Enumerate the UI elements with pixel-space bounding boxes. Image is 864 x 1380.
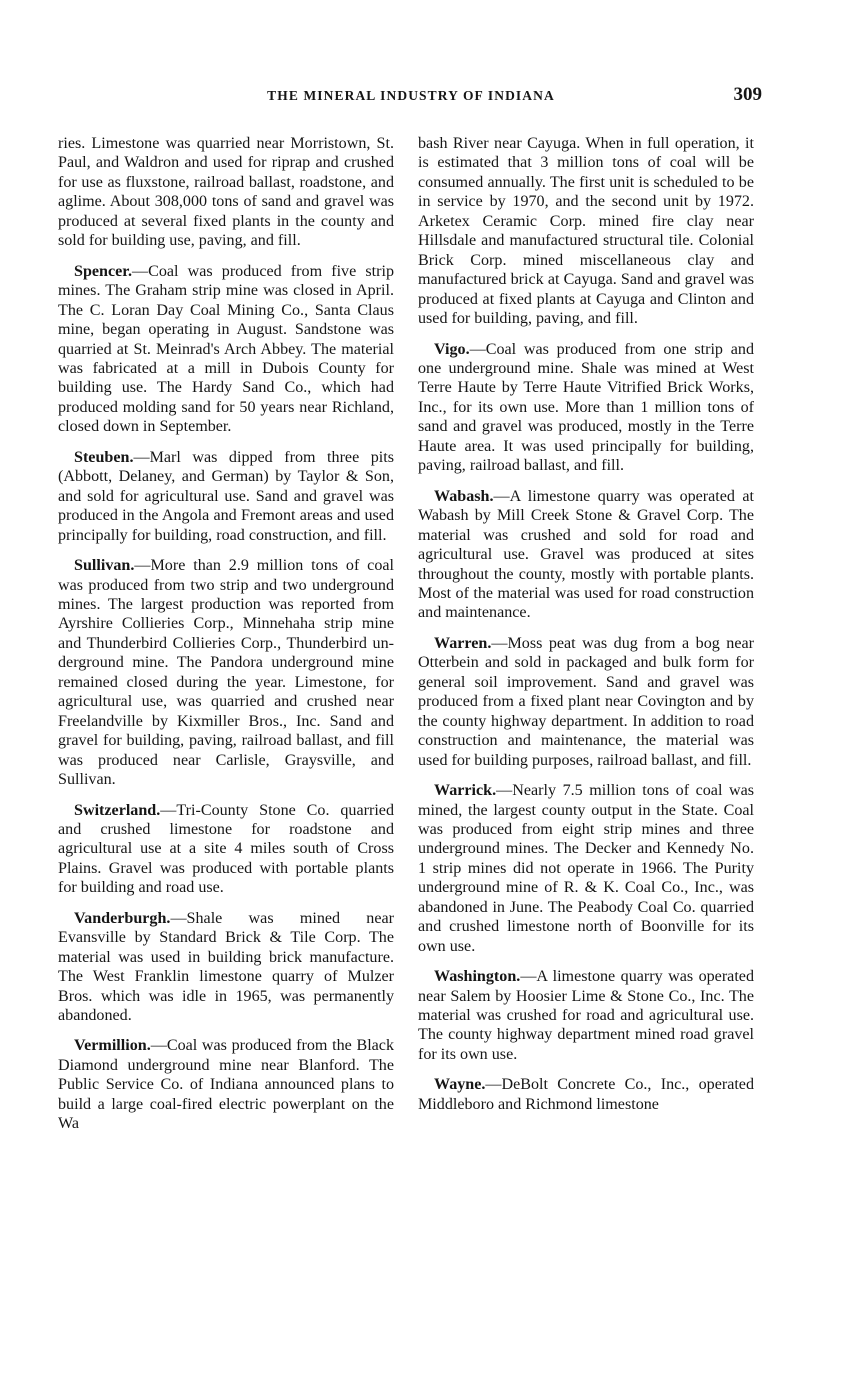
county-heading-spencer: Spencer. [74,262,132,280]
paragraph-text: —DeBolt Concrete Co., Inc., operated Middleboro and Richmond limestone [418,1076,754,1113]
running-title: THE MINERAL INDUSTRY OF INDIANA [267,88,555,103]
county-heading-vermillion: Vermillion. [74,1037,151,1055]
county-heading-warrick: Warrick. [434,782,497,800]
county-heading-vanderburgh: Vanderburgh. [74,909,171,927]
paragraph-text: —Nearly 7.5 million tons of coal was mined, the largest county output in the State. Coal was produced from eight strip mines and three underground mines. The Decker and Kennedy No. 1 strip mines did not operate in 1966. The Purity underground mine of R. & K. Coal Co., Inc., was abandoned in June. The Peabody Coal Co. quarried and crushed limestone north of Boonville for its own use. [418,782,754,955]
paragraph-spencer [58,262,394,437]
county-heading-warren: Warren. [434,634,492,652]
page-header [58,86,764,110]
page-number: 309 [733,84,762,105]
paragraph-continuation-left: ries. Limestone was quarried near Morristown, St. Paul, and Waldron and used for riprap and crushed for use as fluxstone, railroad ballast, roadstone, and aglime. About 308,000 tons of sand and gravel was produced at several fixed plants in the county and sold for building use, paving, and fill. [58,135,394,250]
paragraph-text: —A limestone quarry was operated near Salem by Hoosier Lime & Stone Co., Inc. The material was crushed for road and agricultural use. The county highway department mined road gravel for its own use. [418,968,754,1063]
paragraph-sullivan [58,556,394,789]
paragraph-text: —Shale was mined near Evansville by Standard Brick & Tile Corp. The material was used in building brick manufacture. The West Franklin limestone quarry of Mulzer Bros. which was idle in 1965, was permanently abandoned. [58,909,394,1025]
left-column [58,134,394,1145]
paragraph-text: —Moss peat was dug from a bog near Otterbein and sold in packaged and bulk form for general soil improvement. Sand and gravel was produced from a fixed plant near Covington and by the county highway department. In addition to road construction and maintenance, the material was used for building purposes, railroad ballast, and fill. [418,634,754,769]
paragraph-continuation-right: bash River near Cayuga. When in full operation, it is estimated that 3 million tons of coal will be consumed annually. The first unit is scheduled to be in service by 1970, and the second unit by 1972. Arketex Ceramic Corp. mined fire clay near Hillsdale and manufactured structural tile. Colonial Brick Corp. mined miscellaneous clay and manufactured brick at Cayuga. Sand and gravel was produced at fixed plants at Cayuga and Clinton and used for building, paving, and fill. [418,135,754,328]
paragraph-vanderburgh [58,909,394,1026]
paragraph-text: —Tri-County Stone Co. quarried and crushed limestone for roadstone and agricultural use at a site 4 miles south of Cross Plains. Gravel was produced with portable plants for building and road use. [58,801,394,897]
county-heading-sullivan: Sullivan. [74,557,135,575]
paragraph-text: —Coal was produced from the Black Diamond underground mine near Blanford. The Public Service Co. of Indiana announced plans to build a large coal-fired electric powerplant on the Wa [58,1037,394,1133]
paragraph-washington [418,967,754,1064]
county-heading-washington: Washington. [434,968,521,986]
county-heading-wabash: Wabash. [434,487,494,505]
paragraph-warren [418,634,754,770]
paragraph-text: —More than 2.9 million tons of coal was produced from two strip and two underground mines. The largest production was reported from Ayrshire Collieries Corp., Minnehaha strip mine and Thunderbird Collieries Corp., Thunderbird underground mine. The Pandora underground mine remained closed during the year. Limestone, for agricultural use, was quarried and crushed near Freelandville by Kixmiller Bros., Inc. Sand and gravel for building, paving, railroad ballast, and fill was produced near Carlisle, Graysville, and Sullivan. [58,557,394,789]
county-heading-vigo: Vigo. [434,340,470,358]
paragraph-text: —Coal was produced from one strip and one underground mine. Shale was mined at West Terre Haute by Terre Haute Vitrified Brick Works, Inc., for its own use. More than 1 million tons of sand and gravel was produced, mostly in the Terre Haute area. It was used principally for building, paving, railroad ballast, and fill. [418,340,754,475]
right-column [418,134,754,1125]
paragraph-text: —Marl was dipped from three pits (Abbott, Delaney, and German) by Taylor & Son, and sold for agricultural use. Sand and gravel was produced in the Angola and Fremont areas and used principally for building, road construction, and fill. [58,448,394,544]
paragraph-vermillion [58,1036,394,1133]
paragraph-wabash [418,487,754,623]
county-heading-switzerland: Switzerland. [74,801,161,819]
county-heading-steuben: Steuben. [74,448,134,466]
paragraph-text: —Coal was produced from five strip mines. The Graham strip mine was closed in April. The C. Loran Day Coal Mining Co., Santa Claus mine, began operating in August. Sandstone was quarried at St. Meinrad's Arch Abbey. The material was fabricated at a mill in Dubois County for building use. The Hardy Sand Co., which had produced molding sand for 50 years near Richland, closed down in September. [58,262,394,436]
paragraph-text: —A limestone quarry was operated at Wabash by Mill Creek Stone & Gravel Corp. The material was crushed and sold for road and agricultural use. Gravel was produced at sites throughout the county, mostly with portable plants. Most of the material was used for road construction and maintenance. [418,487,754,622]
paragraph-warrick [418,781,754,956]
county-heading-wayne: Wayne. [434,1076,486,1094]
paragraph-vigo [418,340,754,476]
paragraph-switzerland [58,801,394,898]
paragraph-steuben [58,448,394,545]
paragraph-wayne [418,1075,754,1114]
